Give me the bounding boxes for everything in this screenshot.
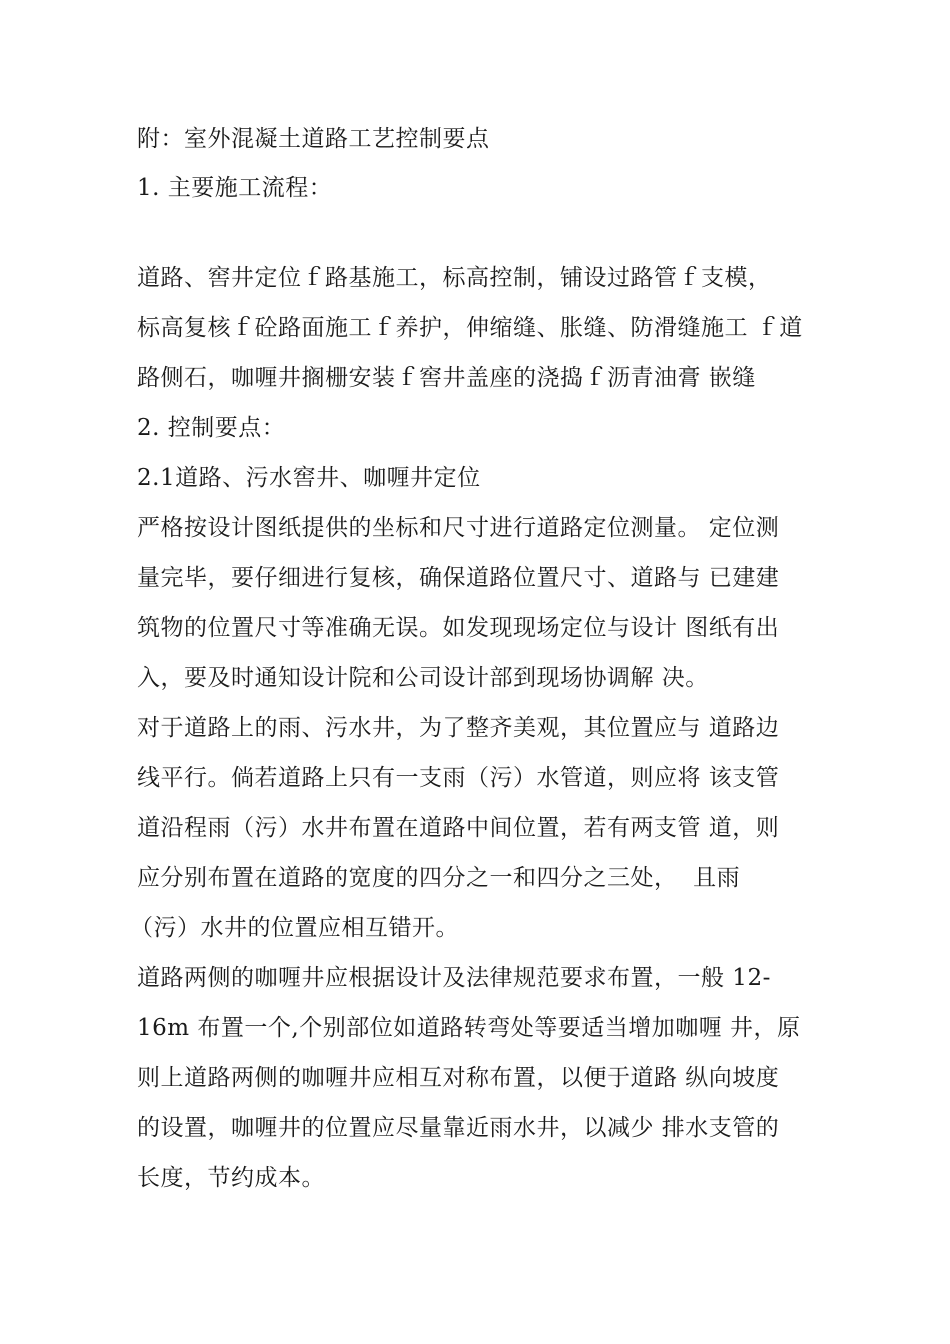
section-1-heading: 1. 主要施工流程：: [137, 175, 333, 201]
paragraph-line: 入，要及时通知设计院和公司设计部到现场协调解 决。: [137, 665, 709, 691]
paragraph-line: 的设置，咖喱井的位置应尽量靠近雨水井，以减少 排水支管的: [137, 1115, 780, 1141]
paragraph-line: 16m 布置一个,个别部位如道路转弯处等要适当增加咖喱 井，原: [137, 1015, 801, 1041]
paragraph-line: 则上道路两侧的咖喱井应相互对称布置，以便于道路 纵向坡度: [137, 1065, 780, 1091]
paragraph-line: 严格按设计图纸提供的坐标和尺寸进行道路定位测量。 定位测: [137, 515, 780, 541]
paragraph-line: 道路两侧的咖喱井应根据设计及法律规范要求布置，一般 12-: [137, 965, 771, 991]
paragraph-line: （污）水井的位置应相互错开。: [130, 915, 459, 941]
paragraph-line: 线平行。倘若道路上只有一支雨（污）水管道，则应将 该支管: [137, 765, 780, 791]
document-title: 附：室外混凝土道路工艺控制要点: [137, 126, 490, 152]
process-line: 道路、窖井定位ｆ路基施工，标高控制，铺设过路管ｆ支模，: [137, 265, 772, 291]
paragraph-line: 长度，节约成本。: [137, 1165, 325, 1191]
paragraph-line: 量完毕，要仔细进行复核，确保道路位置尺寸、道路与 已建建: [137, 565, 780, 591]
paragraph-line: 道沿程雨（污）水井布置在道路中间位置，若有两支管 道，则: [137, 815, 780, 841]
paragraph-line: 筑物的位置尺寸等准确无误。如发现现场定位与设计 图纸有出: [137, 615, 780, 641]
paragraph-line: 应分别布置在道路的宽度的四分之一和四分之三处， 且雨: [137, 865, 741, 891]
process-line: 标高复核ｆ砼路面施工ｆ养护，伸缩缝、胀缝、防滑缝施工 ｆ道: [137, 315, 803, 341]
paragraph-line: 对于道路上的雨、污水井，为了整齐美观，其位置应与 道路边: [137, 715, 780, 741]
section-2-heading: 2. 控制要点：: [137, 415, 286, 441]
subsection-2-1-heading: 2.1道路、污水窖井、咖喱井定位: [137, 465, 481, 491]
process-line: 路侧石，咖喱井搁栅安装ｆ窖井盖座的浇捣ｆ沥青油膏 嵌缝: [137, 365, 756, 391]
